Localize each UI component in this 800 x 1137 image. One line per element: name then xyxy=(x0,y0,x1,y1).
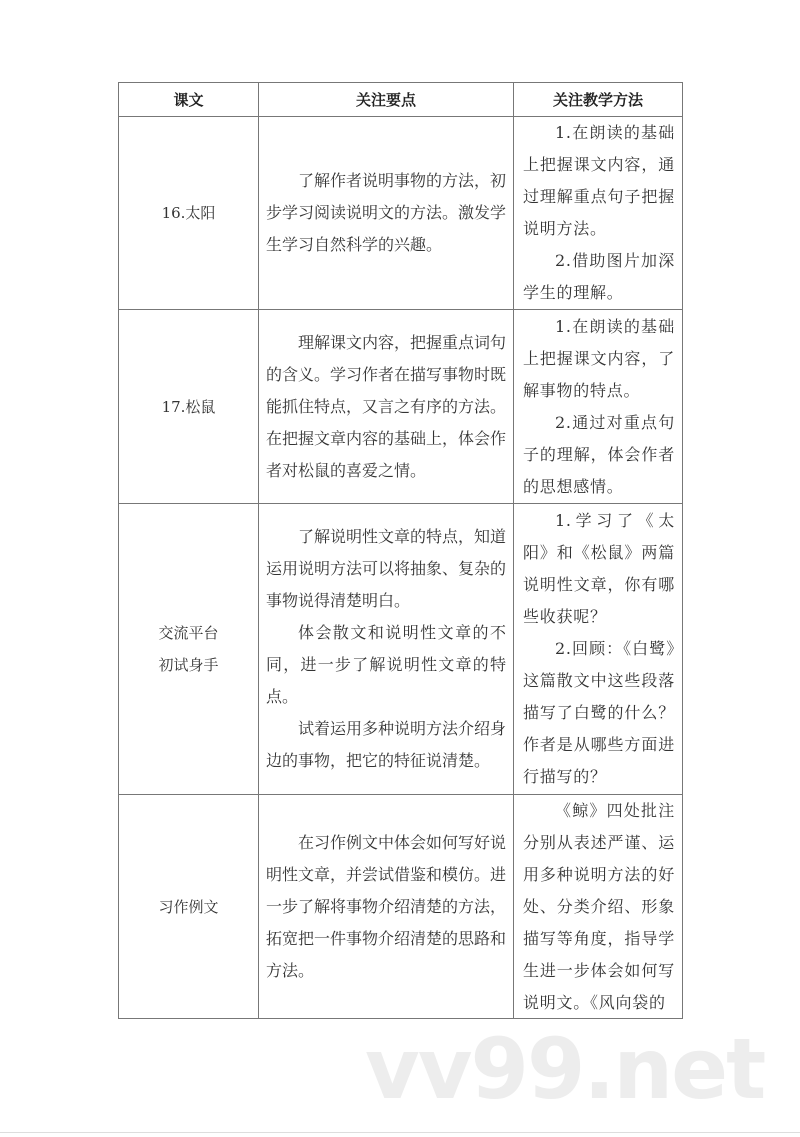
lesson-cell xyxy=(119,504,259,795)
method-paragraph: 1.学习了《太阳》和《松鼠》两篇说明性文章，你有哪些收获呢？ xyxy=(523,511,675,626)
points-paragraph: 体会散文和说明性文章的不同，进一步了解说明性文章的特点。 xyxy=(266,623,506,706)
points-paragraph: 试着运用多种说明方法介绍身边的事物，把它的特征说清楚。 xyxy=(266,719,507,770)
header-teaching-methods: 关注教学方法 xyxy=(514,83,683,117)
method-paragraph: 2.通过对重点句子的理解，体会作者的思想感情。 xyxy=(523,412,675,496)
points-cell xyxy=(259,795,514,1019)
page-edge-divider xyxy=(0,1132,800,1133)
table-header-row xyxy=(119,83,683,117)
lesson-plan-table xyxy=(118,82,683,1019)
points-cell xyxy=(259,310,514,504)
points-paragraph: 在习作例文中体会如何写好说明性文章，并尝试借鉴和模仿。进一步了解将事物介绍清楚的方法，拓宽把一件事物介绍清楚的思路和方法。 xyxy=(266,832,507,980)
points-paragraph: 理解课文内容，把握重点词句的含义。学习作者在描写事物时既能抓住特点，又言之有序的方法。在把握文章内容的基础上，体会作者对松鼠的喜爱之情。 xyxy=(266,332,507,480)
lesson-title: 习作例文 xyxy=(158,897,219,916)
methods-cell xyxy=(514,795,683,1019)
method-paragraph: 《鲸》四处批注分别从表述严谨、运用多种说明方法的好处、分类介绍、形象描写等角度，指导学生进一步体会如何写说明文。《风向袋的 xyxy=(523,801,675,1012)
table-row xyxy=(119,310,683,504)
methods-cell xyxy=(514,310,683,504)
points-cell xyxy=(259,117,514,310)
header-key-points: 关注要点 xyxy=(259,83,514,117)
lesson-title: 17.松鼠 xyxy=(161,397,216,416)
points-paragraph: 了解作者说明事物的方法，初步学习阅读说明文的方法。激发学生学习自然科学的兴趣。 xyxy=(266,171,507,254)
method-paragraph: 2.借助图片加深学生的理解。 xyxy=(523,251,675,302)
lesson-title: 初试身手 xyxy=(158,656,219,674)
watermark-area xyxy=(118,1020,800,1118)
method-paragraph: 1.在朗读的基础上把握课文内容，了解事物的特点。 xyxy=(523,316,675,400)
method-paragraph: 2.回顾：《白鹭》这篇散文中这些段落描写了白鹭的什么？作者是从哪些方面进行描写的？ xyxy=(523,639,675,786)
watermark: vv99.net xyxy=(365,1020,765,1118)
points-paragraph: 了解说明性文章的特点，知道运用说明方法可以将抽象、复杂的事物说得清楚明白。 xyxy=(266,527,507,610)
methods-cell xyxy=(514,117,683,310)
lesson-cell xyxy=(119,310,259,504)
lesson-title: 交流平台 xyxy=(158,624,219,642)
lesson-cell xyxy=(119,117,259,310)
methods-cell xyxy=(514,504,683,795)
table-row xyxy=(119,795,683,1019)
lesson-cell xyxy=(119,795,259,1019)
table-row xyxy=(119,117,683,310)
method-paragraph: 1.在朗读的基础上把握课文内容，通过理解重点句子把握说明方法。 xyxy=(523,123,675,238)
points-cell xyxy=(259,504,514,795)
table-row xyxy=(119,504,683,795)
header-lesson: 课文 xyxy=(119,83,259,117)
lesson-title: 16.太阳 xyxy=(161,204,216,222)
